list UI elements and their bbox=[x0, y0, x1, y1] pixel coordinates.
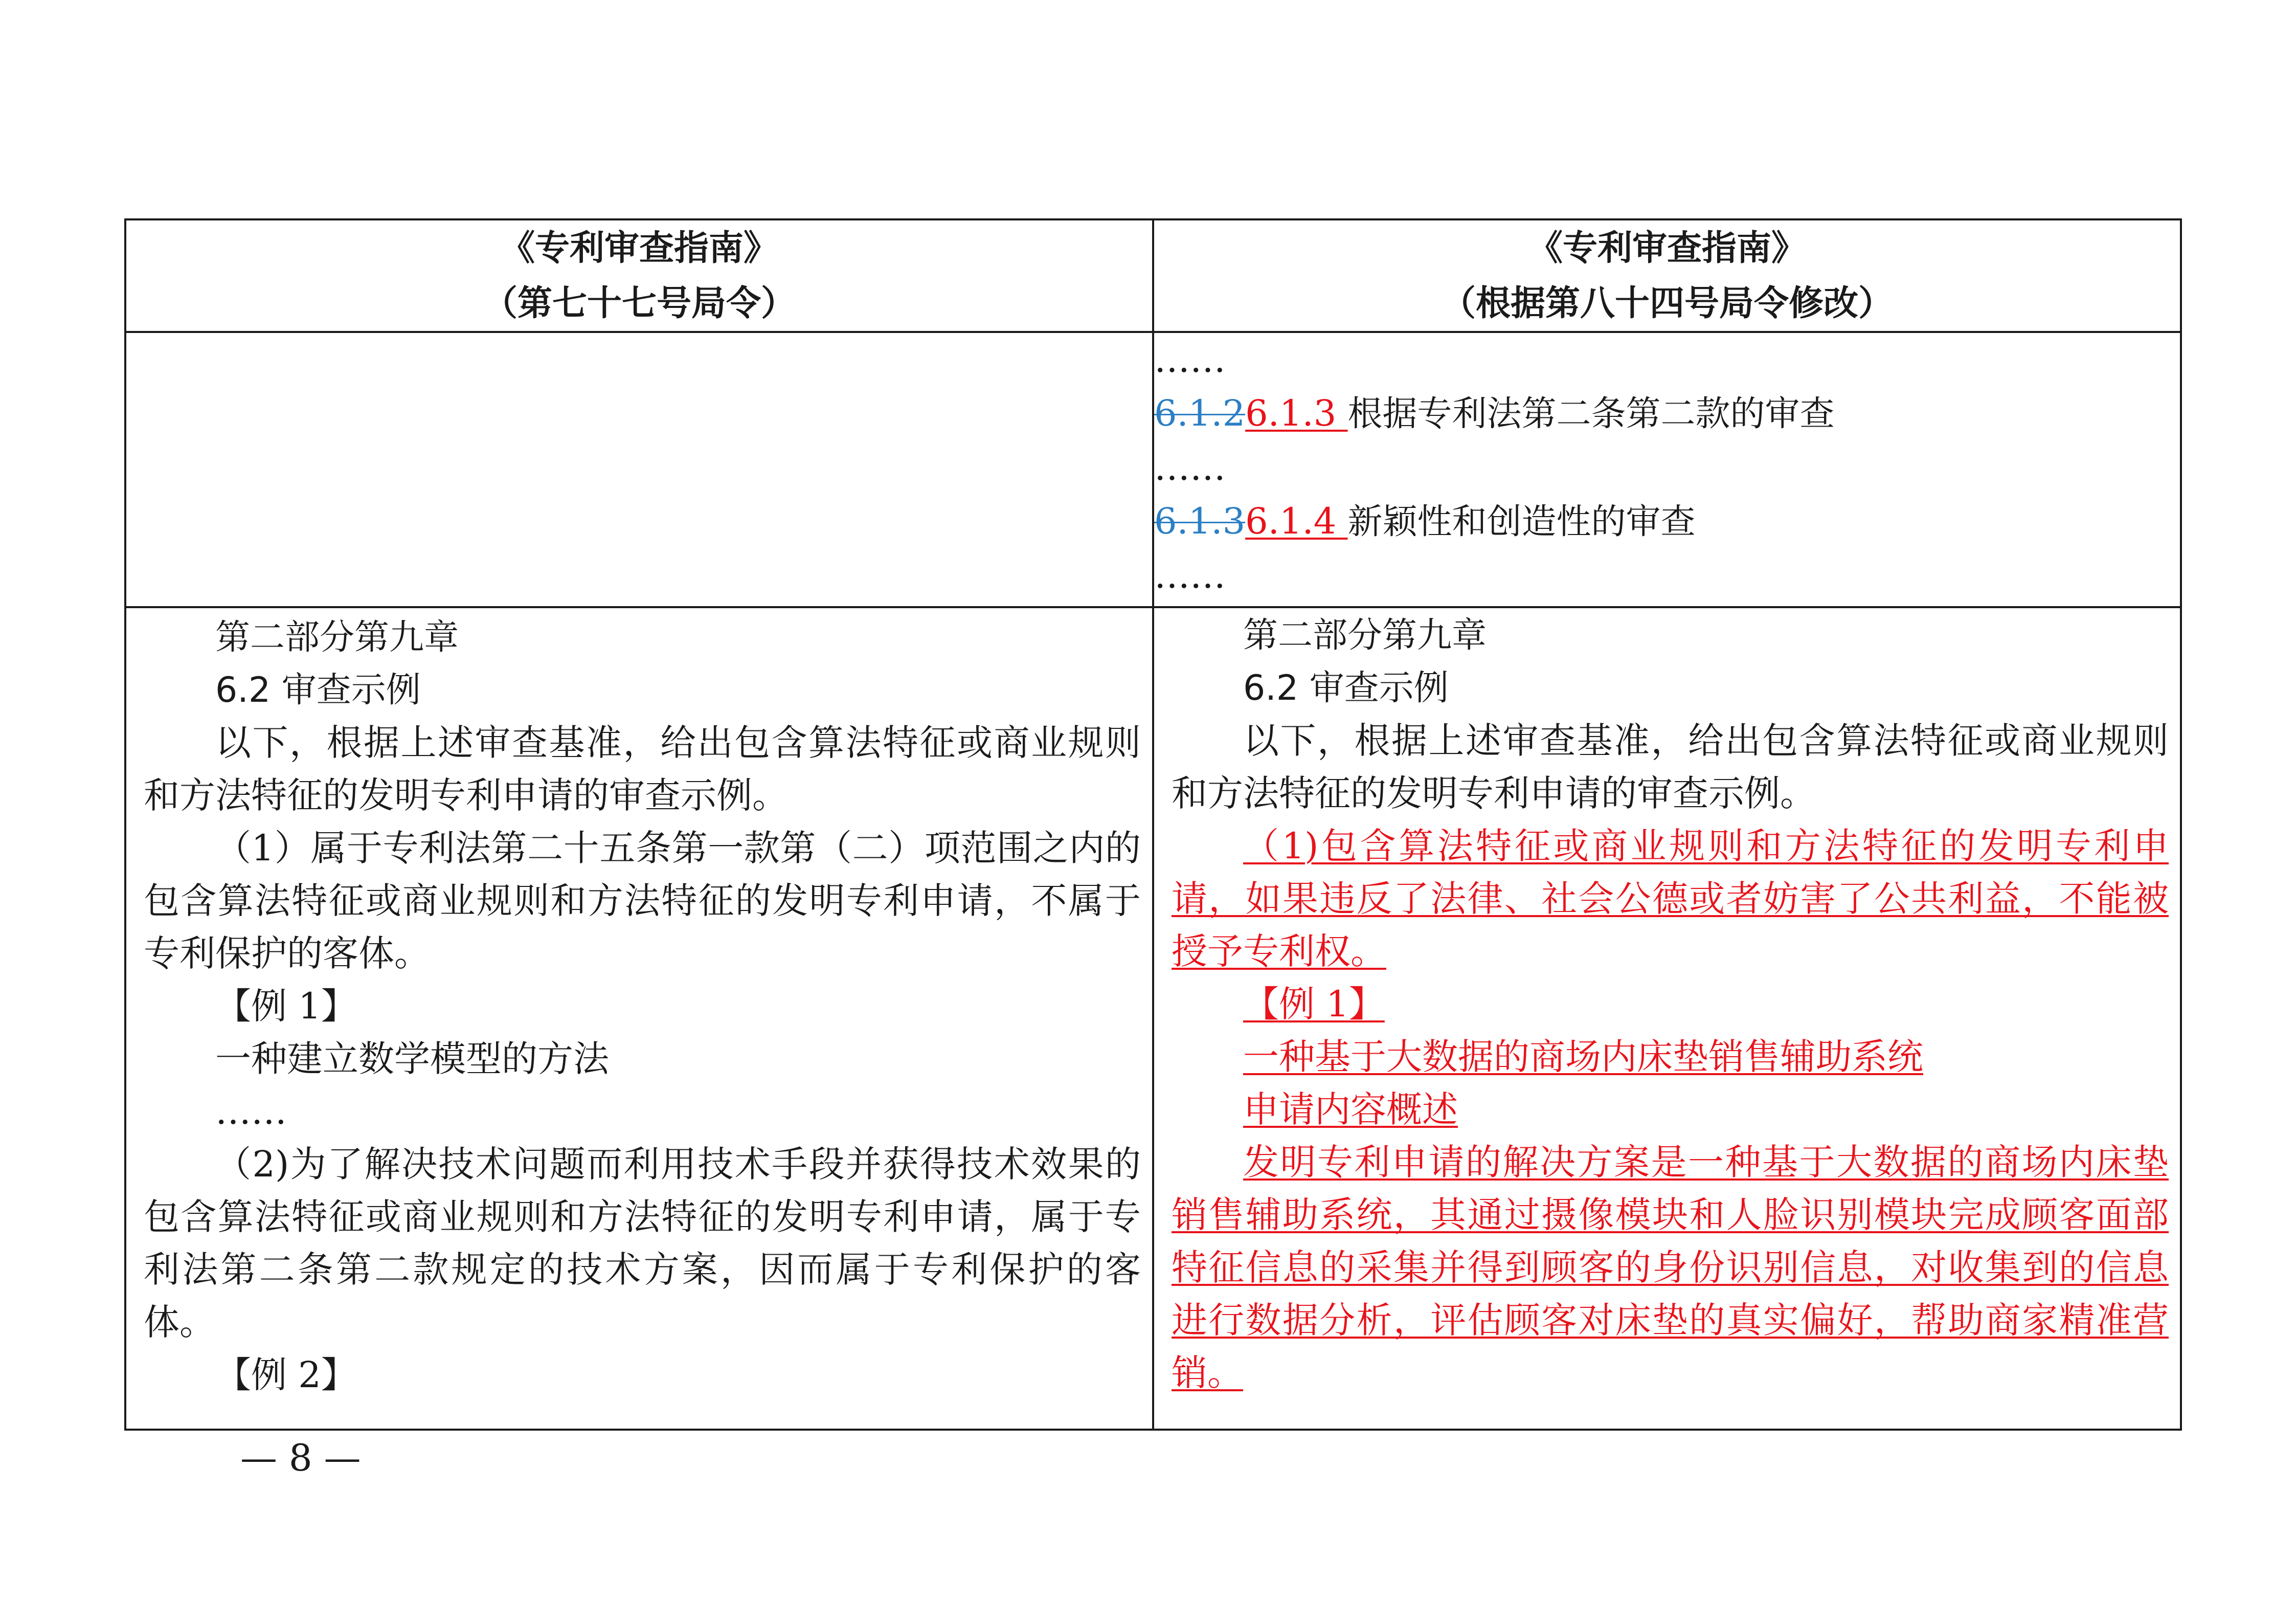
inserted-number: 6.1.3 bbox=[1245, 392, 1348, 434]
page-number: — 8 — bbox=[240, 1436, 361, 1479]
inserted-text: 【例 1】 bbox=[1243, 983, 1385, 1025]
toc-ellipsis: …… bbox=[1154, 447, 1226, 488]
table-header-row bbox=[125, 219, 2181, 332]
toc-item bbox=[1154, 387, 2180, 441]
example-1-title: 一种建立数学模型的方法 bbox=[215, 1038, 609, 1080]
inserted-summary-label bbox=[1172, 1083, 2169, 1136]
example-2-label: 【例 2】 bbox=[215, 1354, 357, 1396]
chapter-heading: 第二部分第九章 bbox=[215, 617, 459, 658]
table-row-main bbox=[125, 607, 2181, 1430]
inserted-example-1-label bbox=[1172, 978, 2169, 1031]
table-row-toc bbox=[125, 332, 2181, 607]
ellipsis: …… bbox=[215, 1091, 287, 1132]
inserted-summary-paragraph bbox=[1172, 1136, 2169, 1399]
right-header-subtitle: （根据第八十四号局令修改） bbox=[1440, 283, 1893, 324]
inserted-point-1-paragraph bbox=[1172, 820, 2169, 978]
left-header-subtitle: （第七十七号局令） bbox=[482, 283, 796, 324]
toc-item-text: 新颖性和创造性的审查 bbox=[1347, 502, 1696, 542]
section-heading: 6.2 审查示例 bbox=[1243, 668, 1449, 708]
toc-ellipsis: …… bbox=[1154, 339, 1226, 381]
left-toc-cell-empty bbox=[125, 332, 1153, 607]
inserted-text: 一种基于大数据的商场内床垫销售辅助系统 bbox=[1243, 1036, 1923, 1078]
point-2-paragraph: （2)为了解决技术问题而利用技术手段并获得技术效果的包含算法特征或商业规则和方法特征的发明专利申请，属于专利法第二条第二款规定的技术方案，因而属于专利保护的客体。 bbox=[144, 1143, 1141, 1343]
inserted-text: （1)包含算法特征或商业规则和方法特征的发明专利申请，如果违反了法律、社会公德或者妨害了公共利益，不能被授予专利权。 bbox=[1172, 825, 2169, 972]
example-1-label: 【例 1】 bbox=[215, 985, 357, 1027]
chapter-heading: 第二部分第九章 bbox=[1243, 615, 1487, 656]
toc-item-text: 根据专利法第二条第二款的审查 bbox=[1347, 394, 1835, 434]
inserted-example-1-title bbox=[1172, 1031, 2169, 1083]
left-header-cell bbox=[125, 219, 1153, 332]
inserted-number: 6.1.4 bbox=[1245, 500, 1348, 542]
right-main-cell bbox=[1153, 607, 2181, 1430]
toc-item bbox=[1154, 495, 2180, 549]
inserted-text: 发明专利申请的解决方案是一种基于大数据的商场内床垫销售辅助系统，其通过摄像模块和人脸识别模块完成顾客面部特征信息的采集并得到顾客的身份识别信息，对收集到的信息进行数据分析，评估顾客对床垫的真实偏好，帮助商家精准营销。 bbox=[1172, 1141, 2169, 1394]
point-1-paragraph: （1）属于专利法第二十五条第一款第（二）项范围之内的包含算法特征或商业规则和方法特征的发明专利申请，不属于专利保护的客体。 bbox=[144, 827, 1141, 974]
right-header-cell bbox=[1153, 219, 2181, 332]
left-main-cell bbox=[125, 607, 1153, 1430]
section-heading: 6.2 审查示例 bbox=[215, 670, 421, 710]
right-header-title: 《专利审查指南》 bbox=[1527, 228, 1806, 269]
deleted-number: 6.1.2 bbox=[1154, 392, 1246, 434]
left-header-title: 《专利审查指南》 bbox=[500, 228, 778, 269]
intro-paragraph: 以下，根据上述审查基准，给出包含算法特征或商业规则和方法特征的发明专利申请的审查示例。 bbox=[1172, 720, 2169, 814]
toc-ellipsis: …… bbox=[1154, 554, 1226, 596]
inserted-text: 申请内容概述 bbox=[1243, 1088, 1458, 1130]
right-toc-cell bbox=[1153, 332, 2181, 607]
comparison-table bbox=[124, 218, 2182, 1431]
deleted-number: 6.1.3 bbox=[1154, 500, 1246, 542]
intro-paragraph: 以下，根据上述审查基准，给出包含算法特征或商业规则和方法特征的发明专利申请的审查示例。 bbox=[144, 722, 1141, 816]
